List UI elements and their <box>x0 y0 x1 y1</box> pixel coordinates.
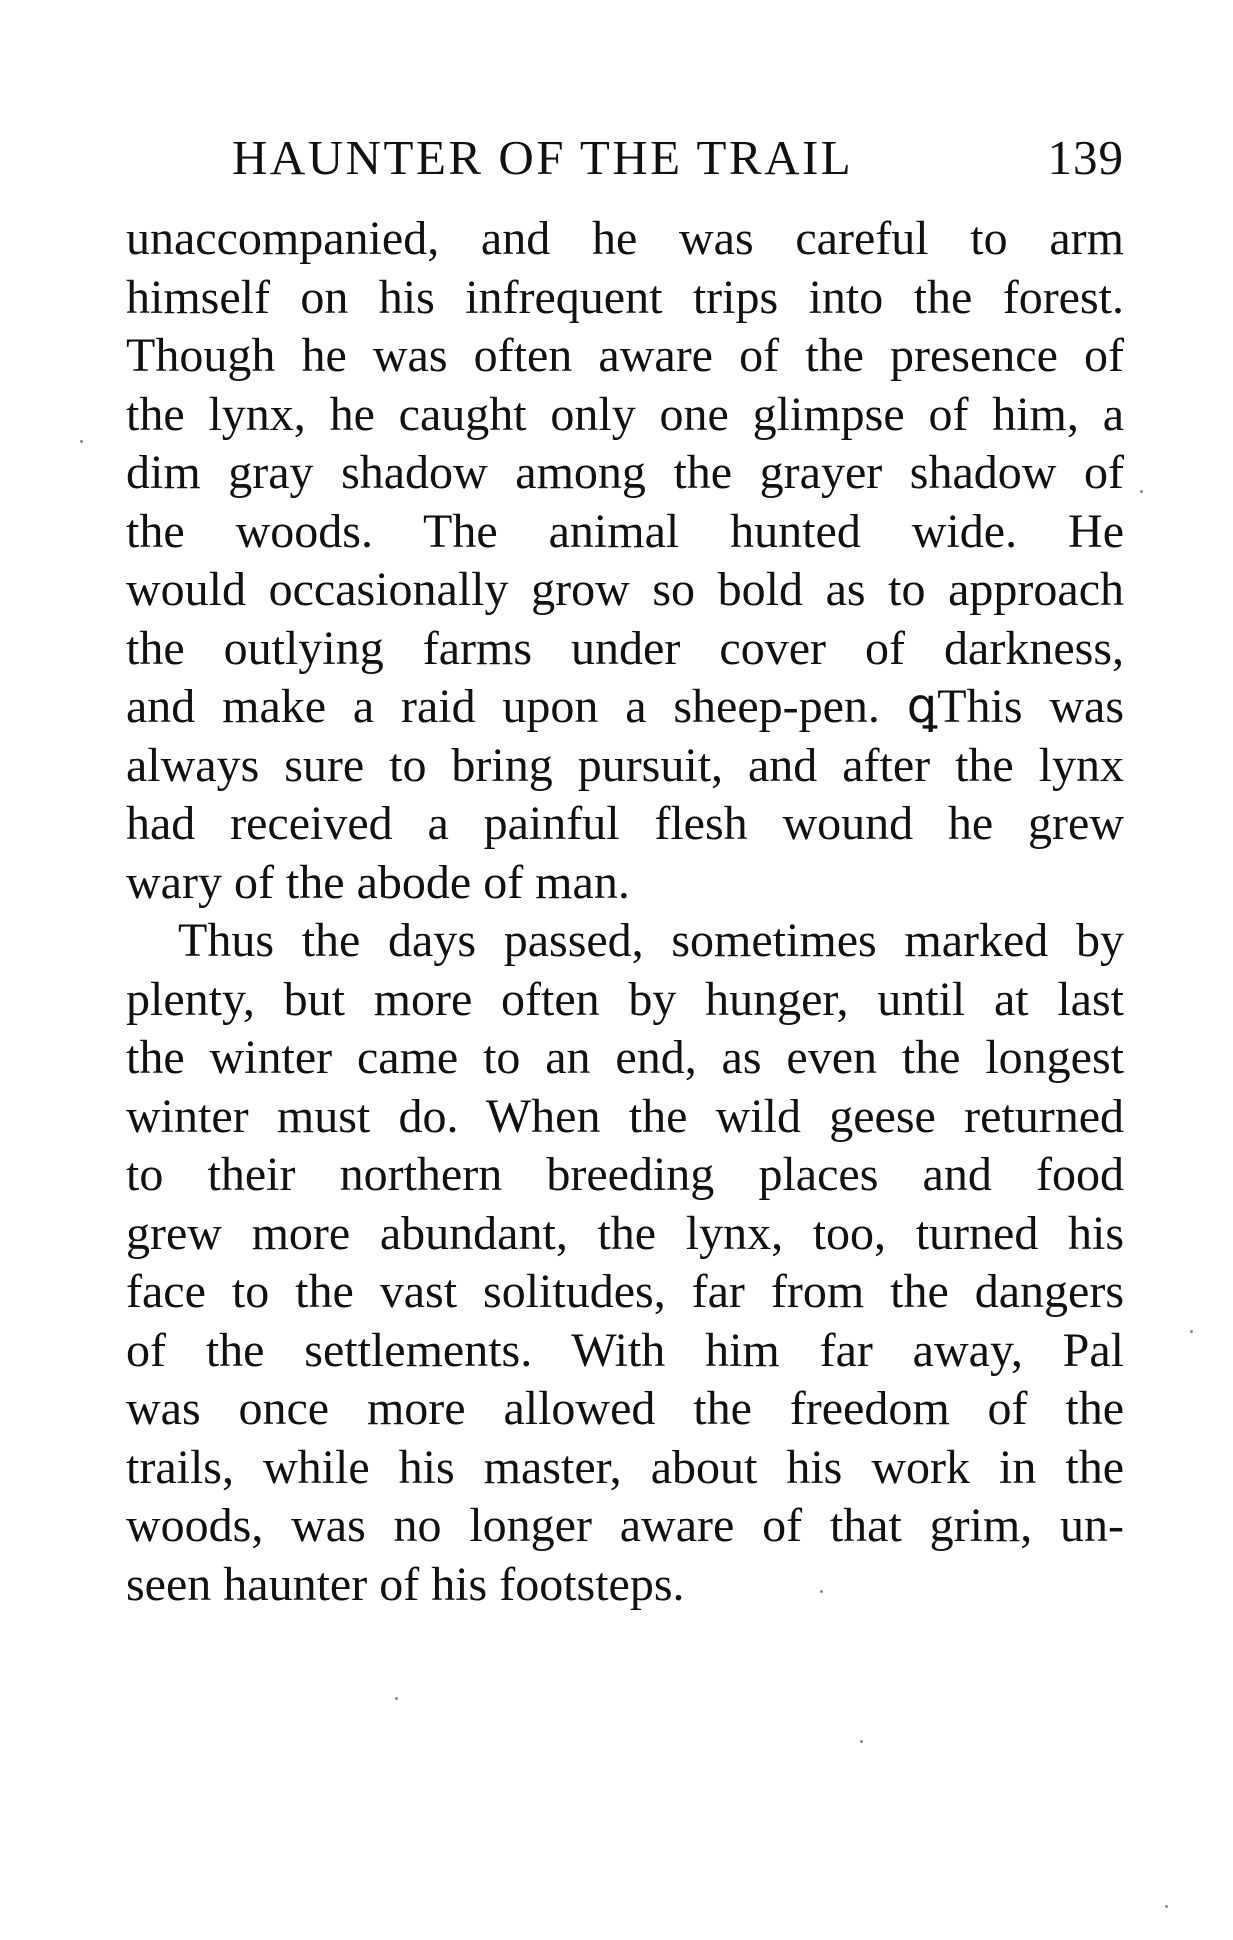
text-line: plenty, but more often by hunger, until at last <box>126 972 1124 1026</box>
text-line: dim gray shadow among the grayer shadow of <box>126 446 1124 499</box>
text-line: winter must do. When the wild geese returned <box>126 1089 1124 1143</box>
paragraph-1 <box>126 210 1124 912</box>
paragraph-2 <box>126 912 1124 1614</box>
text-line: wary of the abode of man. <box>126 855 630 909</box>
text-line: was once more allowed the freedom of the <box>126 1382 1124 1435</box>
page-number: 139 <box>1047 130 1124 185</box>
scan-speck <box>1140 490 1143 493</box>
text-line: face to the vast solitudes, far from the dangers <box>126 1265 1124 1318</box>
scan-speck <box>820 1590 823 1593</box>
text-line: to their northern breeding places and food <box>126 1148 1124 1201</box>
text-line: would occasionally grow so bold as to approach <box>126 563 1124 616</box>
text-line: had received a painful flesh wound he grew <box>126 797 1124 850</box>
page-header <box>232 128 1124 188</box>
text-line: always sure to bring pursuit, and after the lynx <box>126 738 1124 792</box>
text-line: the woods. The animal hunted wide. He <box>126 504 1124 558</box>
text-line: and make a raid upon a sheep-pen. ꝗThis was <box>126 680 1124 733</box>
scan-speck <box>395 1697 398 1700</box>
text-line: the outlying farms under cover of darkness, <box>126 621 1124 675</box>
body-text <box>126 210 1124 1614</box>
scan-speck <box>80 440 83 443</box>
scan-speck <box>860 1740 863 1743</box>
running-head: HAUNTER OF THE TRAIL <box>232 130 854 185</box>
text-line: seen haunter of his footsteps. <box>126 1557 685 1611</box>
text-line: trails, while his master, about his work in the <box>126 1440 1124 1494</box>
text-line: unaccompanied, and he was careful to arm <box>126 212 1124 265</box>
text-line: the winter came to an end, as even the longest <box>126 1031 1124 1084</box>
text-line: himself on his infrequent trips into the forest. <box>126 270 1124 324</box>
text-line: grew more abundant, the lynx, too, turned his <box>126 1206 1124 1260</box>
text-line: the lynx, he caught only one glimpse of him, a <box>126 387 1124 441</box>
text-line: woods, was no longer aware of that grim, un- <box>126 1499 1124 1552</box>
scan-speck <box>1190 1330 1193 1333</box>
text-line: Thus the days passed, sometimes marked by <box>178 914 1124 967</box>
scan-speck <box>1165 1905 1168 1908</box>
text-line: of the settlements. With him far away, Pal <box>126 1323 1124 1377</box>
text-line: Though he was often aware of the presence of <box>126 329 1124 382</box>
